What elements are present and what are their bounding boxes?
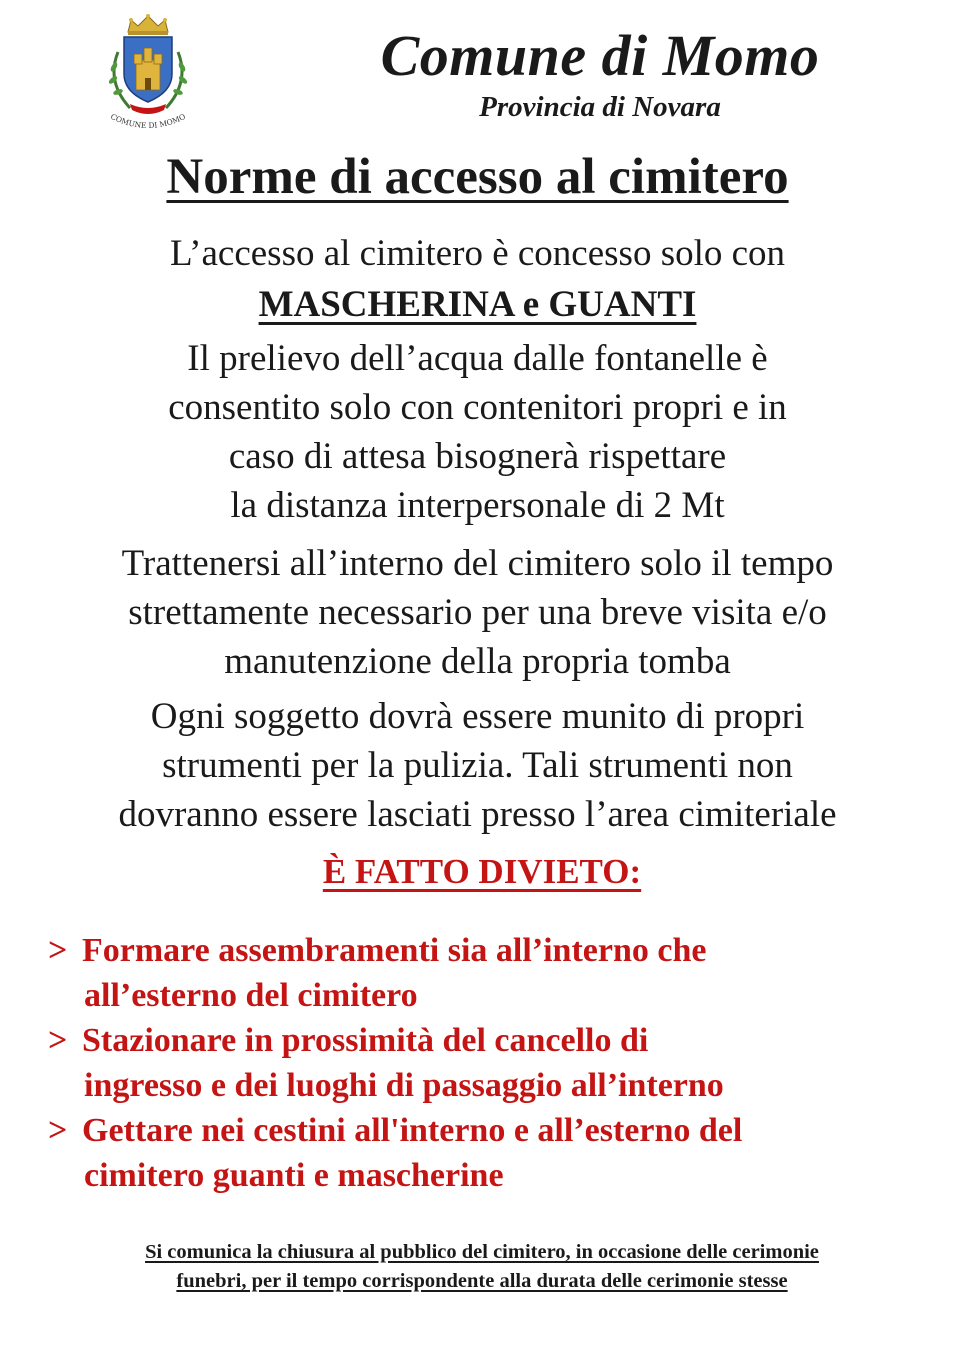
municipal-coat-of-arms-icon: [98, 12, 198, 134]
tools-rule-paragraph: [0, 692, 955, 839]
municipality-name: Comune di Momo: [380, 23, 820, 88]
emblem-caption: COMUNE DI MOMO: [109, 111, 187, 131]
prohibition-item-line: Gettare nei cestini all'interno e all’esterno del: [82, 1112, 743, 1149]
water-rule-paragraph: [0, 334, 955, 530]
closure-notice: [0, 1238, 955, 1296]
bullet-arrow-icon: >: [48, 1112, 68, 1149]
paragraph-line: consentito solo con contenitori propri e in: [168, 387, 787, 428]
prohibition-heading: È FATTO DIVIETO:: [322, 852, 642, 891]
notice-title: Norme di accesso al cimitero: [166, 149, 789, 205]
prohibition-item-line: Stazionare in prossimità del cancello di: [82, 1022, 649, 1059]
paragraph-line: strumenti per la pulizia. Tali strumenti non: [162, 745, 793, 786]
bullet-arrow-icon: >: [48, 1022, 68, 1059]
paragraph-line: Il prelievo dell’acqua dalle fontanelle è: [187, 338, 768, 379]
prohibition-list: [46, 928, 936, 1198]
paragraph-line: caso di attesa bisognerà rispettare: [228, 436, 727, 477]
prohibition-item: [46, 1018, 936, 1108]
paragraph-line: strettamente necessario per una breve visita e/o: [128, 592, 827, 633]
province-name: Provincia di Novara: [479, 91, 721, 123]
prohibition-item: [46, 928, 936, 1018]
prohibition-item-line: all’esterno del cimitero: [84, 977, 418, 1014]
prohibition-item-line: Formare assembramenti sia all’interno che: [82, 932, 707, 969]
paragraph-line: dovranno essere lasciati presso l’area cimiteriale: [118, 794, 837, 835]
paragraph-line: Ogni soggetto dovrà essere munito di propri: [150, 696, 805, 737]
prohibition-item-line: cimitero guanti e mascherine: [84, 1157, 504, 1194]
paragraph-line: manutenzione della propria tomba: [224, 641, 731, 682]
time-rule-paragraph: [0, 539, 955, 686]
paragraph-line: la distanza interpersonale di 2 Mt: [230, 485, 725, 526]
closure-notice-line: Si comunica la chiusura al pubblico del cimitero, in occasione delle cerimonie: [145, 1241, 819, 1263]
bullet-arrow-icon: >: [48, 932, 68, 969]
access-requirement-emphasis: MASCHERINA e GUANTI: [258, 284, 697, 325]
paragraph-line: Trattenersi all’interno del cimitero solo il tempo: [121, 543, 834, 584]
prohibition-item-line: ingresso e dei luoghi di passaggio all’interno: [84, 1067, 724, 1104]
closure-notice-line: funebri, per il tempo corrispondente alla durata delle cerimonie stesse: [176, 1270, 788, 1292]
access-requirement-text: L’accesso al cimitero è concesso solo con: [169, 233, 786, 274]
prohibition-item: [46, 1108, 936, 1198]
